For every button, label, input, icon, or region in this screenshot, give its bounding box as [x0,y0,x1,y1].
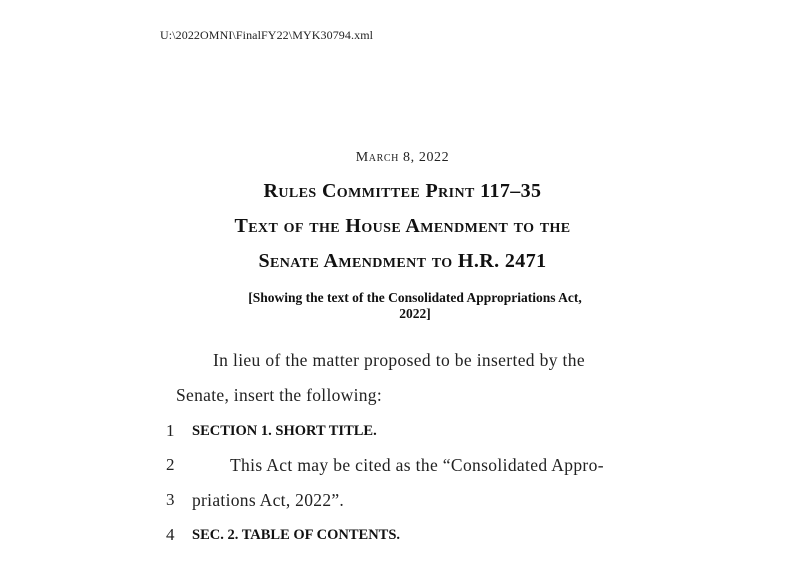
file-path: U:\2022OMNI\FinalFY22\MYK30794.xml [160,28,374,42]
bracket-note-line-2: 2022] [399,306,431,321]
title-line-2: Text of the House Amendment to the [234,215,571,237]
document-date: March 8, 2022 [355,150,450,165]
title-line-3: Senate Amendment to H.R. 2471 [258,250,547,272]
line-number-4: 4 [166,525,175,544]
line-number-3: 3 [166,490,175,509]
intro-line-2: Senate, insert the following: [176,385,383,405]
line-number-1: 1 [166,421,175,440]
title-line-1: Rules Committee Print 117–35 [263,180,542,202]
line-number-2: 2 [166,455,175,474]
body-line-3: priations Act, 2022”. [192,490,345,510]
body-line-2: This Act may be cited as the “Consolidated Appro- [230,455,604,475]
intro-line-1: In lieu of the matter proposed to be inserted by the [213,350,585,370]
section-heading-short-title: SECTION 1. SHORT TITLE. [192,423,377,439]
bracket-note [195,290,635,322]
section-heading-table-of-contents: SEC. 2. TABLE OF CONTENTS. [192,527,401,543]
bracket-note-line-1: [Showing the text of the Consolidated Appropriations Act, [248,290,582,305]
